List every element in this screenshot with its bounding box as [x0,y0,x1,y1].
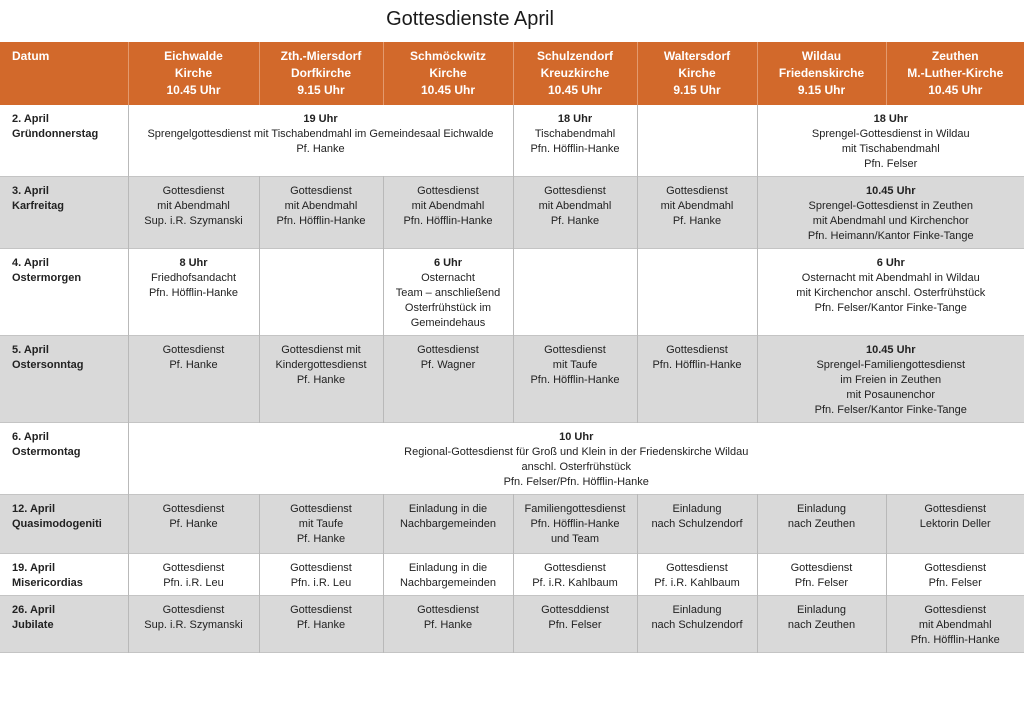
header-church-miersdorf [259,42,383,105]
service-line: und Team [550,533,600,545]
service-line: Nachbargemeinden [399,577,496,589]
service-line: Pf. Hanke [296,143,345,155]
header-church-schmoeckwitz [383,42,513,105]
date-feast: Jubilate [12,619,54,631]
service-line: Gottesdienst [790,562,853,574]
service-line: Pf. i.R. Kahlbaum [532,577,618,589]
service-cell [637,336,757,423]
service-line: Gottesdienst [924,604,987,616]
service-cell [383,249,513,336]
date-cell [0,596,128,653]
service-line: Sprengel-Gottesdienst in Wildau [811,128,970,140]
date-feast: Misericordias [12,577,83,589]
church-building: M.-Luther-Kirche [907,66,1004,80]
church-building: Kirche [429,66,467,80]
service-cell [128,177,259,249]
service-cell [128,495,259,554]
service-line: Pf. Hanke [672,215,722,227]
church-time: 9.15 Uhr [797,83,846,97]
date-day: 4. April [12,257,49,269]
service-cell [637,596,757,653]
service-line: Team – anschließend [395,287,501,299]
date-cell [0,105,128,177]
service-line: mit Posaunenchor [846,389,936,401]
service-cell [383,495,513,554]
service-line: mit Abendmahl [538,200,612,212]
table-row [0,596,1024,653]
service-line: Gottesdienst [162,185,225,197]
service-line: Pfn. Felser/Kantor Finke-Tange [814,404,967,416]
service-line: Osterfrühstück im [404,302,492,314]
church-time: 10.45 Uhr [420,83,476,97]
church-name: Wildau [801,49,842,63]
service-line: Gottesdienst [544,562,606,574]
service-line: Nachbargemeinden [399,518,496,530]
service-line: Gottesdienst [162,604,225,616]
date-feast: Karfreitag [12,200,64,212]
service-cell [637,554,757,596]
service-line: Friedhofsandacht [151,272,236,284]
date-cell [0,554,128,596]
service-cell [513,177,637,249]
service-cell [637,105,757,177]
service-line: Gottesdienst [544,185,606,197]
service-line: mit Abendmahl [660,200,734,212]
service-line: Gottesdienst [544,344,606,356]
service-line: Gottesdienst [666,185,728,197]
service-line: Gottesdienst [417,604,479,616]
service-line: mit Abendmahl [918,619,992,631]
table-row [0,554,1024,596]
service-line: Pfn. Heimann/Kantor Finke-Tange [807,230,974,242]
church-building: Friedenskirche [778,66,865,80]
service-cell [757,336,1024,423]
service-line: im Freien in Zeuthen [840,374,942,386]
date-day: 19. April [12,562,55,574]
date-day: 2. April [12,113,49,125]
service-line: Einladung [797,604,846,616]
service-line: mit Abendmahl [411,200,485,212]
service-line: mit Tischabendmahl [841,143,940,155]
service-cell [513,554,637,596]
date-day: 3. April [12,185,49,197]
service-cell [757,105,1024,177]
table-row [0,423,1024,495]
header-datum: Datum [0,42,128,105]
service-line: Gottesdienst [417,344,479,356]
service-line: nach Schulzendorf [651,518,743,530]
service-line: Pfn. Felser/Kantor Finke-Tange [814,302,967,314]
service-cell [128,249,259,336]
service-cell [383,177,513,249]
service-cell [128,105,513,177]
date-day: 5. April [12,344,49,356]
service-line: Pfn. Höfflin-Hanke [530,518,620,530]
service-cell [886,554,1024,596]
service-cell [383,596,513,653]
service-line: mit Kirchenchor anschl. Osterfrühstück [796,287,986,299]
header-church-zeuthen [886,42,1024,105]
date-cell [0,249,128,336]
header-church-waltersdorf [637,42,757,105]
date-feast: Gründonnerstag [12,128,99,140]
service-line: Gottesdienst [290,503,352,515]
service-cell [513,249,637,336]
service-line: Gottesdienst [290,562,352,574]
service-line: Gottesdienst [290,604,352,616]
service-line: mit Abendmahl [157,200,230,212]
service-time: 8 Uhr [179,257,208,269]
service-cell [128,554,259,596]
service-line: Pf. Hanke [169,359,218,371]
service-line: Pfn. Felser [548,619,602,631]
service-line: Einladung [672,604,722,616]
service-line: Sprengel-Gottesdienst in Zeuthen [808,200,973,212]
service-line: nach Zeuthen [787,518,856,530]
church-building: Kirche [174,66,213,80]
church-name: Zeuthen [931,49,979,63]
service-cell [637,495,757,554]
service-line: Pf. Wagner [420,359,476,371]
service-line: nach Zeuthen [787,619,856,631]
service-line: mit Taufe [552,359,598,371]
date-day: 12. April [12,503,55,515]
service-cell [637,249,757,336]
service-line: Pf. Hanke [296,374,346,386]
service-line: mit Abendmahl [284,200,358,212]
date-cell [0,177,128,249]
service-line: Pfn. Höfflin-Hanke [276,215,366,227]
service-time: 6 Uhr [876,257,905,269]
date-feast: Quasimodogeniti [12,518,102,530]
table-row [0,495,1024,554]
service-line: nach Schulzendorf [651,619,743,631]
table-row [0,249,1024,336]
service-line: Lektorin Deller [919,518,991,530]
service-cell [128,596,259,653]
service-cell [757,596,886,653]
header-row [0,42,1024,105]
service-line: Gottesdienst mit [281,344,361,356]
service-line: mit Taufe [298,518,344,530]
church-time: 9.15 Uhr [673,83,721,97]
service-line: Regional-Gottesdienst für Groß und Klein in der Friedenskirche Wildau [404,446,749,458]
service-cell [886,495,1024,554]
service-line: Pfn. Höfflin-Hanke [530,143,620,155]
service-time: 18 Uhr [873,113,908,125]
header-church-eichwalde [128,42,259,105]
service-cell [637,177,757,249]
service-line: Pfn. i.R. Leu [163,577,224,589]
service-line: Pfn. Höfflin-Hanke [403,215,493,227]
service-time: 6 Uhr [433,257,463,269]
service-cell [513,105,637,177]
church-time: 10.45 Uhr [928,83,983,97]
service-line: Tischabendmahl [534,128,616,140]
service-cell [757,249,1024,336]
service-time: 19 Uhr [303,113,338,125]
service-line: Sprengelgottesdienst mit Tischabendmahl im Gemeindesaal Eichwalde [147,128,494,140]
service-line: Einladung [672,503,722,515]
service-line: Pfn. Felser/Pfn. Höfflin-Hanke [503,476,649,488]
service-line: Gottesdienst [924,562,987,574]
church-name: Eichwalde [164,49,223,63]
service-cell [513,596,637,653]
service-line: Gemeindehaus [410,317,486,329]
service-line: Pfn. i.R. Leu [290,577,352,589]
service-line: Gottesdienst [162,562,225,574]
date-feast: Ostermorgen [12,272,82,284]
date-day: 26. April [12,604,55,616]
service-line: anschl. Osterfrühstück [521,461,631,473]
service-cell [128,336,259,423]
date-feast: Ostermontag [12,446,81,458]
service-line: Gottesdienst [666,562,728,574]
service-time: 18 Uhr [557,113,593,125]
service-cell [259,177,383,249]
service-cell [259,554,383,596]
service-schedule-table [0,42,1024,653]
service-line: Familiengottesdienst [524,503,626,515]
service-line: Gottesddienst [541,604,609,616]
church-building: Kreuzkirche [540,66,610,80]
date-cell [0,423,128,495]
church-name: Waltersdorf [663,49,731,63]
service-line: Pfn. Höfflin-Hanke [910,634,1000,646]
service-line: Pfn. Höfflin-Hanke [148,287,239,299]
service-line: Pf. i.R. Kahlbaum [654,577,740,589]
table-row [0,336,1024,423]
service-line: Einladung [797,503,846,515]
table-row [0,105,1024,177]
service-line: Pfn. Höfflin-Hanke [530,374,620,386]
table-row [0,177,1024,249]
service-line: Pf. Hanke [296,533,346,545]
date-day: 6. April [12,431,49,443]
church-name: Schulzendorf [536,49,613,63]
service-cell [259,249,383,336]
service-line: Pf. Hanke [423,619,473,631]
church-building: Kirche [678,66,716,80]
date-cell [0,336,128,423]
service-line: Pf. Hanke [169,518,218,530]
header-church-schulzendorf [513,42,637,105]
service-time: 10.45 Uhr [865,344,916,356]
service-line: Osternacht [421,272,475,284]
service-line: Pf. Hanke [296,619,346,631]
service-line: Sprengel-Familiengottesdienst [816,359,966,371]
service-line: Gottesdienst [290,185,352,197]
service-line: mit Abendmahl und Kirchenchor [812,215,969,227]
service-line: Pfn. Felser [794,577,849,589]
service-cell [513,336,637,423]
service-line: Gottesdienst [417,185,479,197]
service-line: Gottesdienst [162,503,225,515]
service-line: Gottesdienst [162,344,225,356]
date-feast: Ostersonntag [12,359,84,371]
service-line: Sup. i.R. Szymanski [144,215,243,227]
service-cell [757,554,886,596]
church-time: 9.15 Uhr [297,83,345,97]
church-time: 10.45 Uhr [547,83,603,97]
service-cell [757,177,1024,249]
service-line: Einladung in die [408,562,488,574]
schedule-body [0,105,1024,653]
service-time: 10.45 Uhr [865,185,916,197]
church-building: Dorfkirche [290,66,352,80]
service-cell [886,596,1024,653]
service-line: Pf. Hanke [550,215,600,227]
service-cell [513,495,637,554]
header-church-wildau [757,42,886,105]
service-line: Kindergottesdienst [275,359,367,371]
page-title: Gottesdienste April [386,8,554,30]
service-line: Pfn. Felser [864,158,918,170]
service-cell [383,554,513,596]
service-cell [383,336,513,423]
church-name: Zth.-Miersdorf [280,49,362,63]
service-cell [259,336,383,423]
church-time: 10.45 Uhr [166,83,221,97]
service-line: Gottesdienst [666,344,728,356]
service-line: Einladung in die [408,503,488,515]
service-line: Sup. i.R. Szymanski [144,619,243,631]
service-line: Osternacht mit Abendmahl in Wildau [801,272,980,284]
church-name: Schmöckwitz [409,49,487,63]
service-cell [259,495,383,554]
service-line: Pfn. Felser [928,577,982,589]
service-time: 10 Uhr [559,431,594,443]
service-cell [128,423,1024,495]
service-line: Pfn. Höfflin-Hanke [652,359,742,371]
service-cell [757,495,886,554]
service-line: Gottesdienst [924,503,987,515]
date-cell [0,495,128,554]
service-cell [259,596,383,653]
